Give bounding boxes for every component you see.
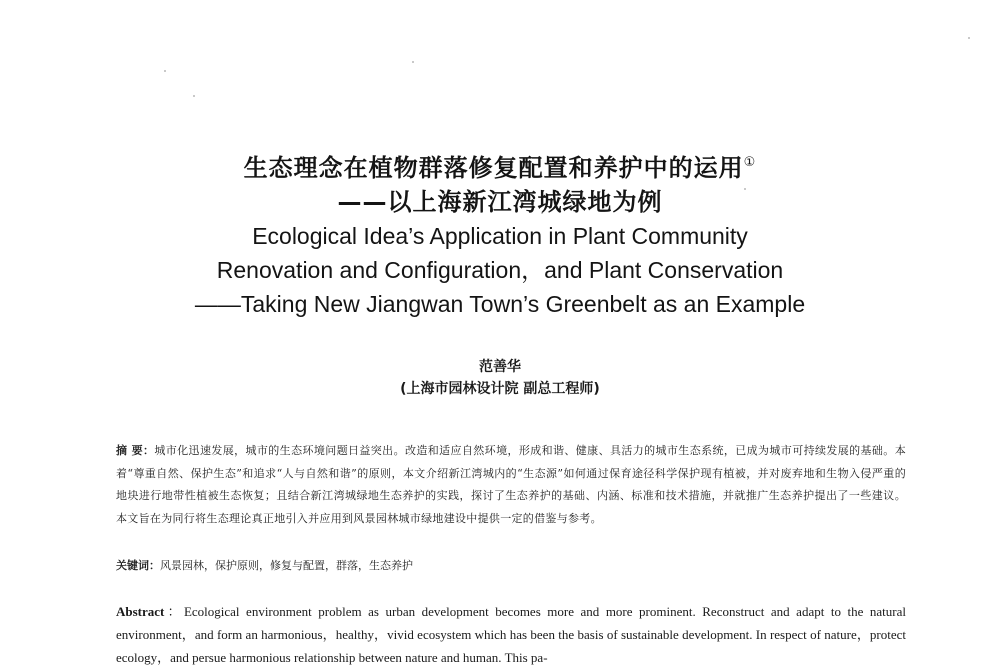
english-subtitle: ——Taking New Jiangwan Town’s Greenbelt as an Example bbox=[194, 291, 806, 317]
english-title-line-1: Ecological Idea’s Application in Plant Community bbox=[252, 223, 748, 249]
scan-speck bbox=[164, 70, 166, 72]
title-block bbox=[0, 146, 1000, 321]
scan-speck bbox=[193, 95, 195, 97]
chinese-keywords-label: 关键词： bbox=[116, 559, 160, 572]
scan-speck bbox=[412, 61, 414, 63]
chinese-keywords-text: 风景园林，保护原则，修复与配置，群落，生态养护 bbox=[160, 559, 413, 572]
english-title-line-2: Renovation and Configuration，and Plant Conservation bbox=[216, 257, 784, 283]
chinese-keywords bbox=[116, 556, 906, 576]
english-abstract-text: ：Ecological environment problem as urban development becomes more and more prominent. Reconstruct and adapt to the natural environment，and form an harmonious，healthy，vivid ecosystem which has been the basis of sustainable development. In respect of nature，protect ecology，and persue harmonious relationship between nature and human. This pa- bbox=[116, 604, 906, 665]
chinese-title-text: 生态理念在植物群落修复配置和养护中的运用 bbox=[243, 154, 744, 182]
scan-speck bbox=[968, 37, 970, 39]
footnote-mark: ① bbox=[743, 155, 757, 170]
chinese-abstract-label: 摘 要： bbox=[116, 444, 155, 457]
author-block bbox=[0, 356, 1000, 400]
chinese-abstract-text: 城市化迅速发展，城市的生态环境问题日益突出。改造和适应自然环境，形成和谐、健康、具活力的城市生态系统，已成为城市可持续发展的基础。本着“尊重自然、保护生态”和追求“人与自然和谐”的原则，本文介绍新江湾城内的“生态源”如何通过保育途径科学保护现有植被，并对废弃地和生物入侵严重的地块进行地带性植被生态恢复；且结合新江湾城绿地生态养护的实践，探讨了生态养护的基础、内涵、标准和技术措施，并就推广生态养护提出了一些建议。本文旨在为同行将生态理论真正地引入并应用到风景园林城市绿地建设中提供一定的借鉴与参考。 bbox=[116, 444, 906, 525]
author-affiliation: (上海市园林设计院 副总工程师) bbox=[400, 381, 600, 397]
english-abstract bbox=[116, 600, 906, 669]
chinese-abstract bbox=[116, 440, 906, 530]
author-name: 范善华 bbox=[479, 359, 521, 375]
chinese-subtitle: ——以上海新江湾城绿地为例 bbox=[337, 188, 663, 216]
english-abstract-label: Abstract bbox=[116, 604, 165, 619]
chinese-title-line-1 bbox=[0, 146, 1000, 185]
